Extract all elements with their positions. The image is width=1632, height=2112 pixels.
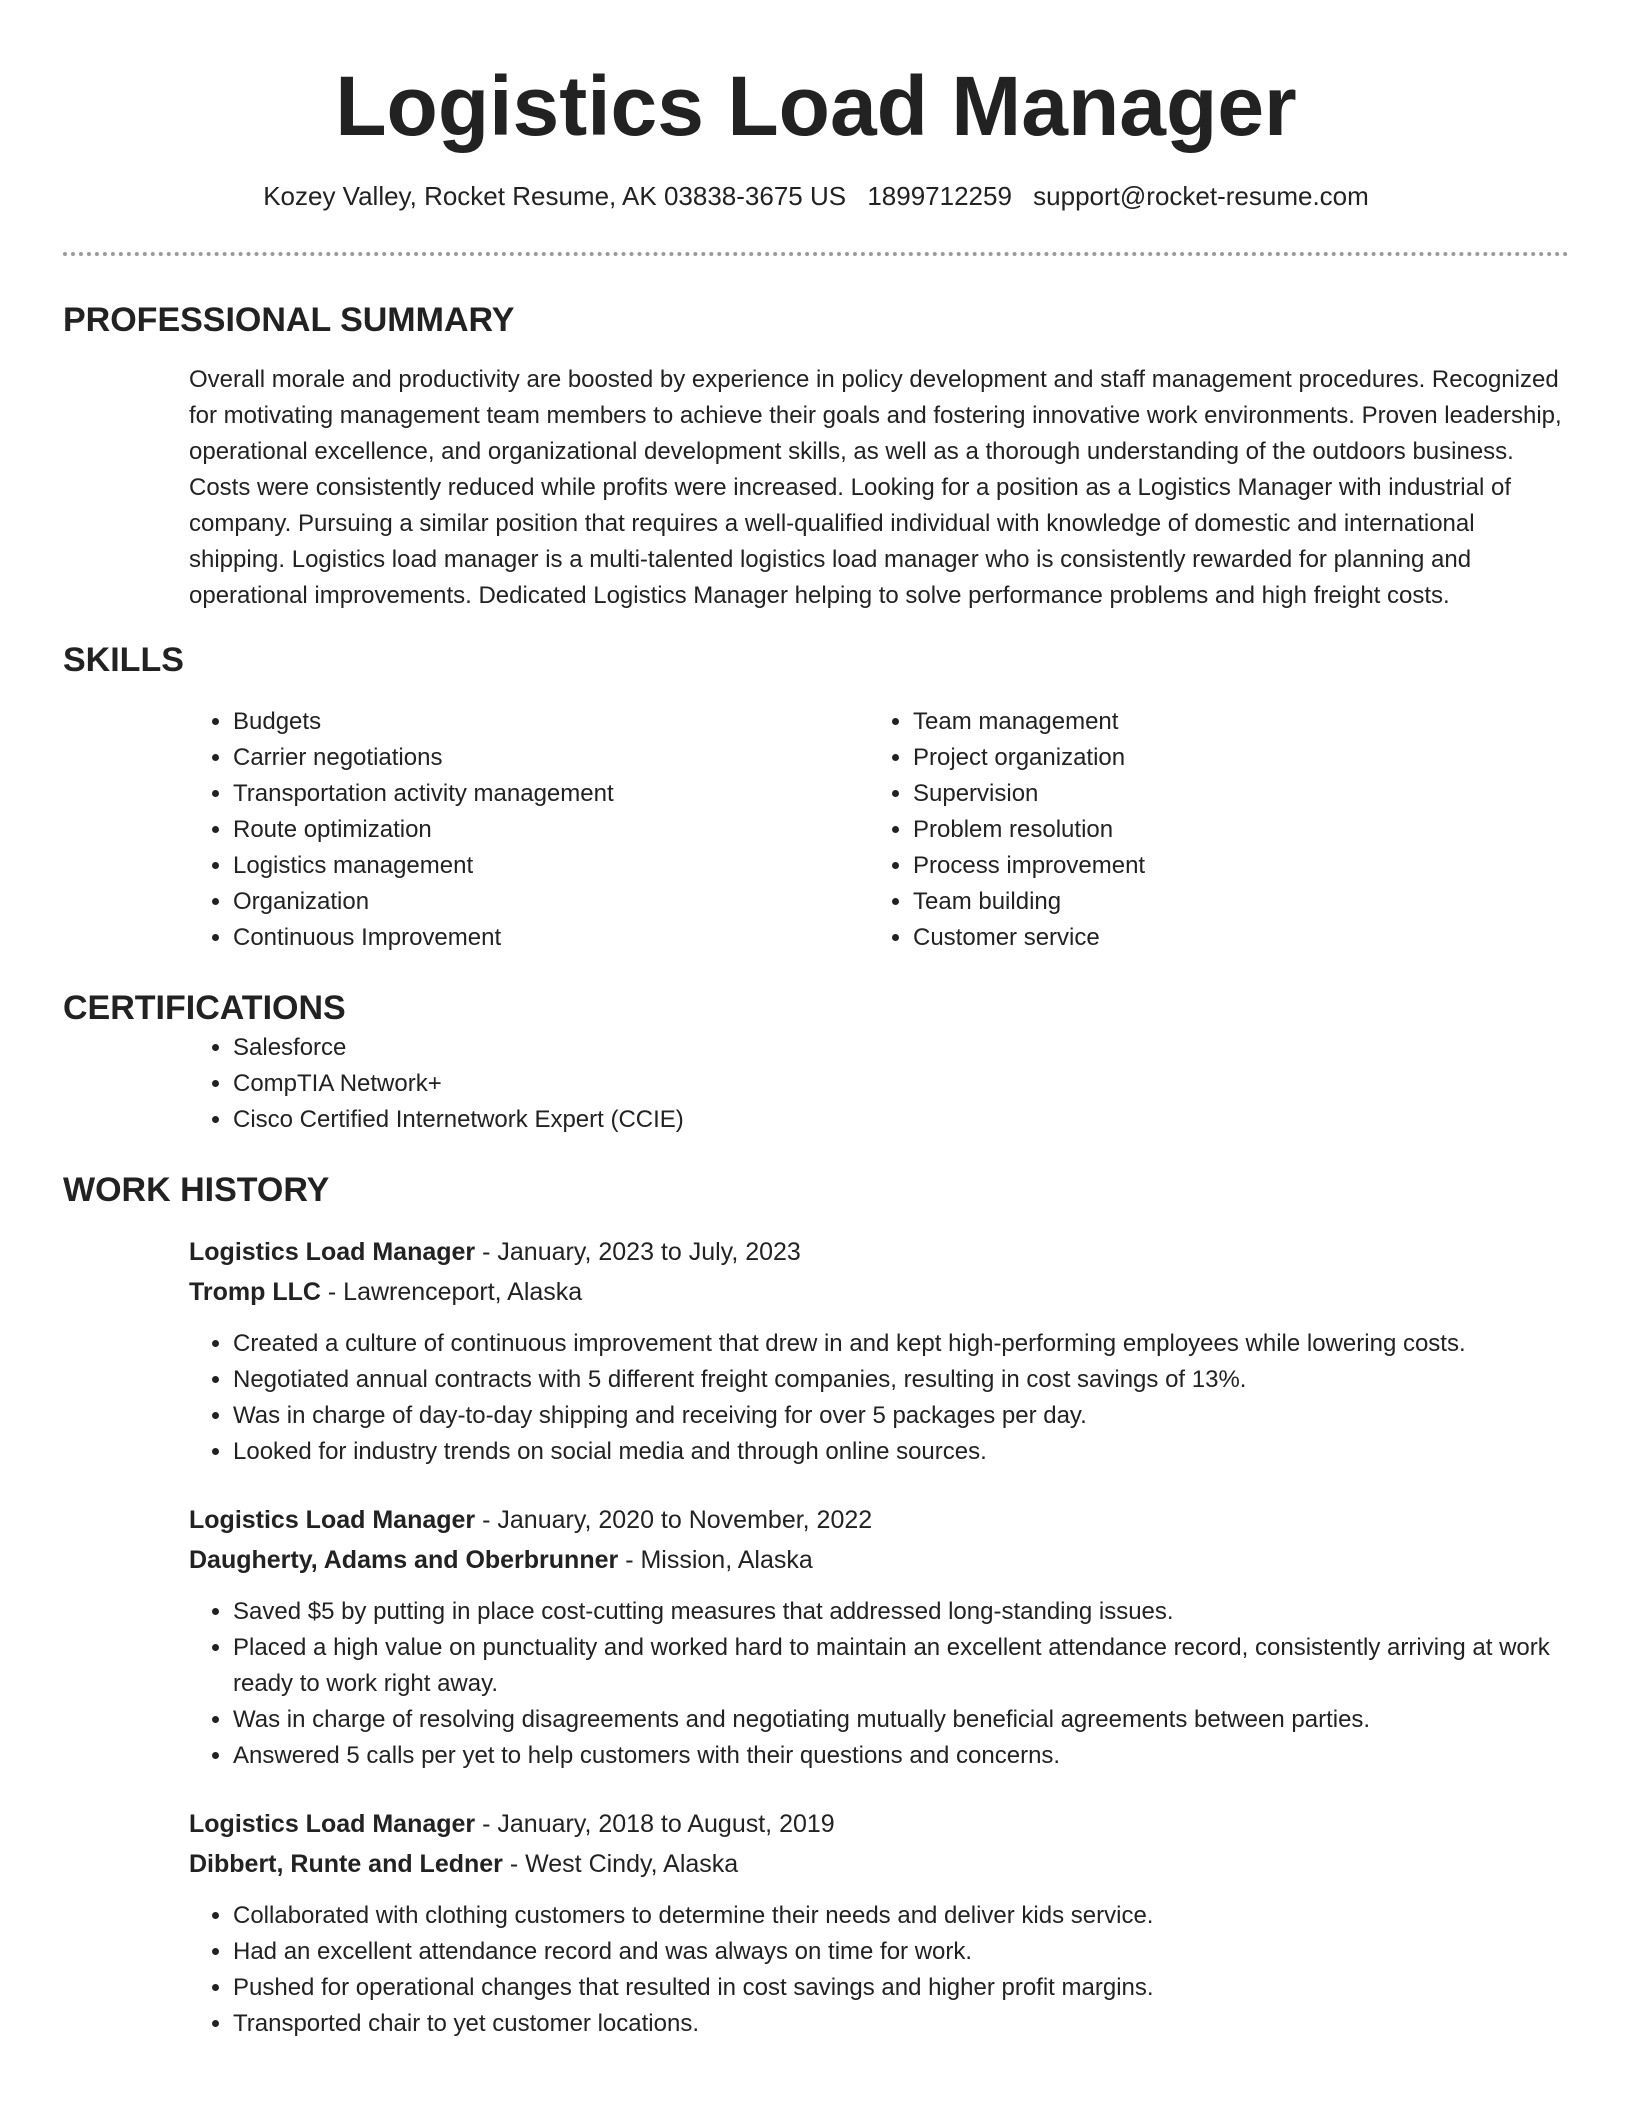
job-bullet: • Created a culture of continuous improvement that drew in and kept high-performing employees while lowering costs. [233,1326,1569,1362]
skill-item: • Project organization [913,740,1423,776]
skill-item: • Continuous Improvement [233,920,743,956]
job-title-line [189,1232,1569,1272]
job-title-line [189,1804,1569,1844]
contact-line [63,180,1569,212]
job-bullet: • Had an excellent attendance record and was always on time for work. [233,1934,1569,1970]
job-bullet: • Negotiated annual contracts with 5 different freight companies, resulting in cost savings of 13%. [233,1362,1569,1398]
job-bullet: • Answered 5 calls per yet to help customers with their questions and concerns. [233,1738,1569,1774]
job-bullets [189,1898,1569,2042]
job-location: - Lawrenceport, Alaska [327,1278,583,1306]
job-role: Logistics Load Manager [189,1506,476,1534]
job-bullets [189,1594,1569,1774]
job-bullet: • Transported chair to yet customer locations. [233,2006,1569,2042]
skill-item: • Process improvement [913,848,1423,884]
skill-item: • Team building [913,884,1423,920]
job-bullet: • Was in charge of day-to-day shipping and receiving for over 5 packages per day. [233,1398,1569,1434]
job-company: Daugherty, Adams and Oberbrunner [189,1546,619,1574]
job-bullets [189,1326,1569,1470]
skill-item: • Carrier negotiations [233,740,743,776]
job-role: Logistics Load Manager [189,1810,476,1838]
job-entry [189,1500,1569,1774]
job-bullet: • Collaborated with clothing customers to determine their needs and deliver kids service. [233,1898,1569,1934]
job-dates: - January, 2023 to July, 2023 [482,1238,801,1266]
certification-item: • Cisco Certified Internetwork Expert (CCIE) [233,1102,1569,1138]
work-history-heading: WORK HISTORY [63,1171,330,1209]
skill-item: • Team management [913,704,1423,740]
job-bullet: • Was in charge of resolving disagreements and negotiating mutually beneficial agreements between parties. [233,1702,1569,1738]
skill-item: • Customer service [913,920,1423,956]
job-company-line [189,1272,1569,1312]
job-role: Logistics Load Manager [189,1238,476,1266]
header-divider [63,252,1569,256]
job-title-line [189,1500,1569,1540]
job-bullet: • Pushed for operational changes that resulted in cost savings and higher profit margins. [233,1970,1569,2006]
job-company: Dibbert, Runte and Ledner [189,1850,503,1878]
job-location: - West Cindy, Alaska [509,1850,739,1878]
contact-address: Kozey Valley, Rocket Resume, AK 03838-3675 US [263,181,847,211]
summary-text: Overall morale and productivity are boosted by experience in policy development and staff management procedures. Recognized for motivating management team members to achieve their goals and fostering innovative work environments. Proven leadership, operational excellence, and organizational development skills, as well as a thorough understanding of the outdoors business. Costs were consistently reduced while profits were increased. Looking for a position as a Logistics Manager with industrial of company. Pursuing a similar position that requires a well-qualified individual with knowledge of domestic and international shipping. Logistics load manager is a multi-talented logistics load manager who is consistently rewarded for planning and operational improvements. Dedicated Logistics Manager helping to solve performance problems and high freight costs. [189,366,1562,609]
job-bullet: • Looked for industry trends on social media and through online sources. [233,1434,1569,1470]
skills-column-right [743,704,1423,956]
skill-item: • Problem resolution [913,812,1423,848]
skill-item: • Supervision [913,776,1423,812]
job-dates: - January, 2018 to August, 2019 [482,1810,835,1838]
job-entry [189,1804,1569,2042]
certifications-list [63,1030,1569,1138]
job-entry [189,1232,1569,1470]
certification-item: • CompTIA Network+ [233,1066,1569,1102]
job-company-line [189,1540,1569,1580]
skill-item: • Budgets [233,704,743,740]
skill-item: • Logistics management [233,848,743,884]
skill-item: • Transportation activity management [233,776,743,812]
skill-item: • Organization [233,884,743,920]
resume-name: Logistics Load Manager [335,59,1297,153]
job-location: - Mission, Alaska [625,1546,813,1574]
job-company-line [189,1844,1569,1884]
skills-column-left [63,704,743,956]
skills-heading: SKILLS [63,641,184,679]
contact-phone: 1899712259 [867,181,1012,211]
certification-item: • Salesforce [233,1030,1569,1066]
job-company: Tromp LLC [189,1278,321,1306]
summary-heading: PROFESSIONAL SUMMARY [63,301,515,339]
contact-email: support@rocket-resume.com [1033,181,1369,211]
skills-list [63,704,1569,956]
job-bullet: • Saved $5 by putting in place cost-cutting measures that addressed long-standing issues. [233,1594,1569,1630]
job-dates: - January, 2020 to November, 2022 [482,1506,873,1534]
certifications-heading: CERTIFICATIONS [63,989,346,1027]
skill-item: • Route optimization [233,812,743,848]
job-bullet: • Placed a high value on punctuality and worked hard to maintain an excellent attendance record, consistently arriving at work ready to work right away. [233,1630,1569,1702]
